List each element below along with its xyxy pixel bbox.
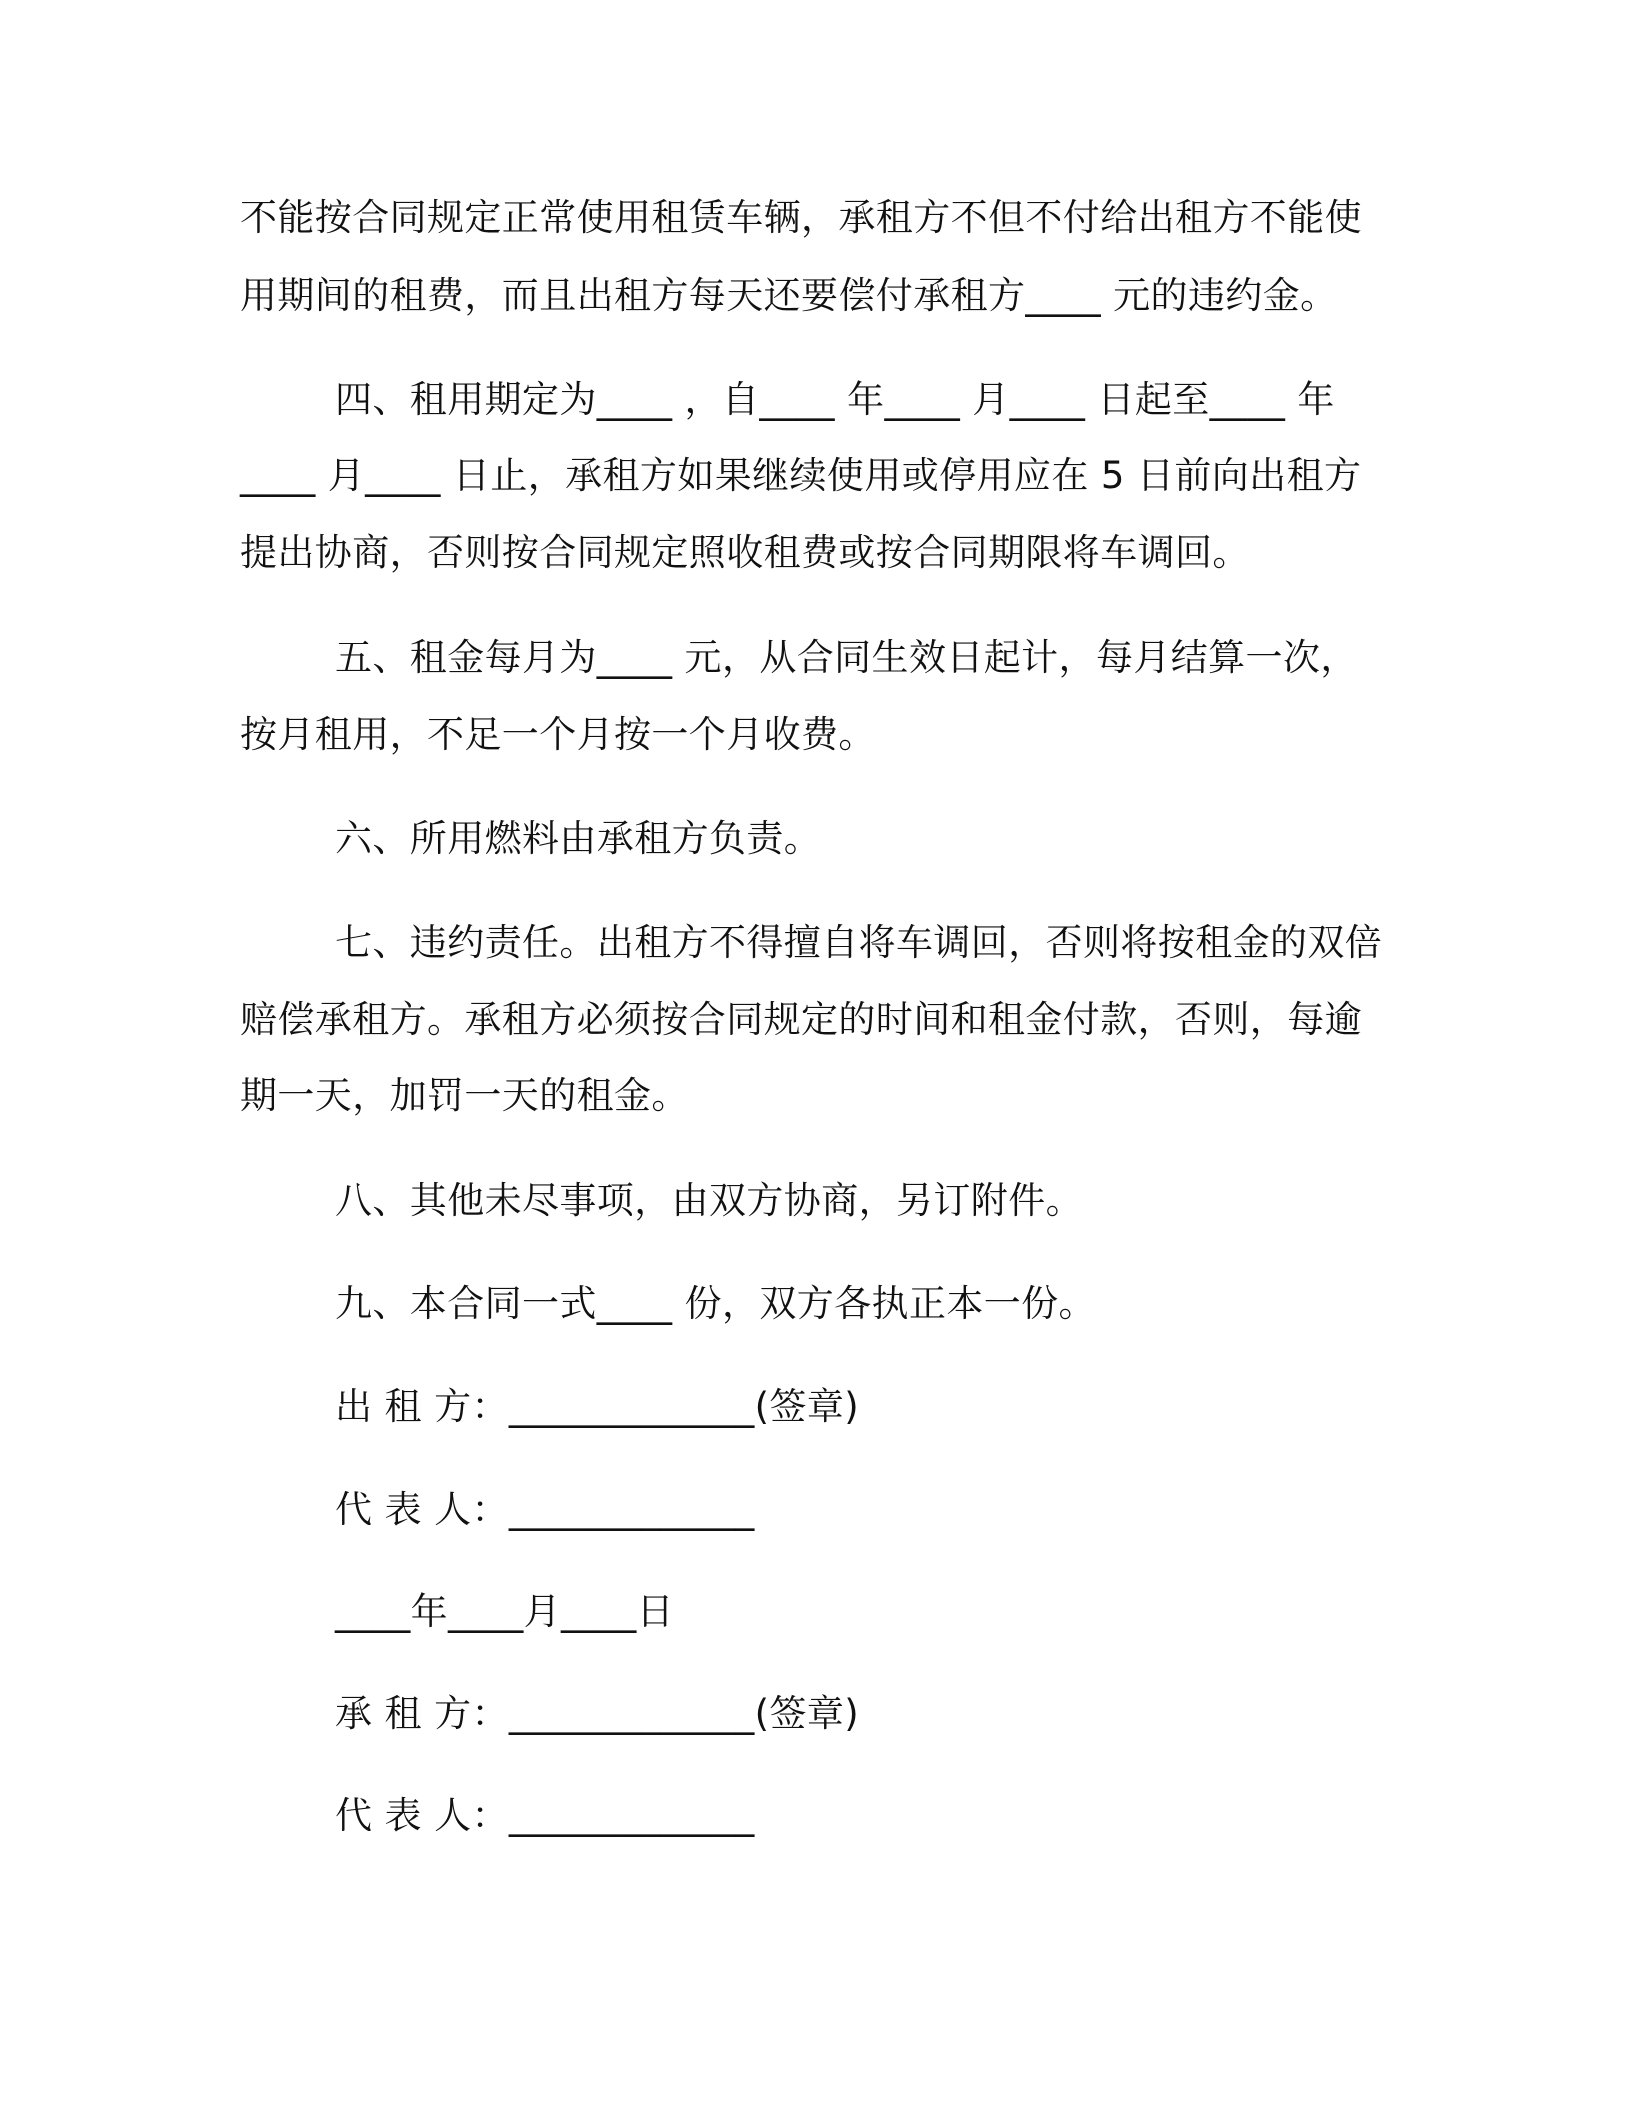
clause-8-line: 八、其他未尽事项，由双方协商，另订附件。 <box>335 1179 1083 1222</box>
text-line: 期一天，加罚一天的租金。 <box>240 1074 689 1117</box>
clause-7-line: 七、违约责任。出租方不得擅自将车调回，否则将按租金的双倍 <box>335 921 1383 964</box>
lessee-representative-line: 代 表 人：_____________ <box>335 1794 755 1837</box>
clause-6-line: 六、所用燃料由承租方负责。 <box>335 817 822 860</box>
lessor-signature-line: 出 租 方：_____________(签章) <box>335 1385 860 1428</box>
clause-9-line: 九、本合同一式____ 份，双方各执正本一份。 <box>335 1282 1096 1325</box>
text-line: 提出协商，否则按合同规定照收租费或按合同期限将车调回。 <box>240 531 1250 574</box>
lessee-signature-line: 承 租 方：_____________(签章) <box>335 1692 860 1735</box>
text-line: 赔偿承租方。承租方必须按合同规定的时间和租金付款，否则，每逾 <box>240 998 1362 1041</box>
lessor-representative-line: 代 表 人：_____________ <box>335 1488 755 1531</box>
clause-4-line: 四、租用期定为____ ，自____ 年____ 月____ 日起至____ 年 <box>335 378 1335 421</box>
text-line: 不能按合同规定正常使用租赁车辆，承租方不但不付给出租方不能使 <box>240 196 1362 239</box>
clause-5-line: 五、租金每月为____ 元，从合同生效日起计，每月结算一次， <box>335 636 1358 679</box>
text-line: 按月租用，不足一个月按一个月收费。 <box>240 713 876 756</box>
text-line: ____ 月____ 日止，承租方如果继续使用或停用应在 5 日前向出租方 <box>240 454 1362 497</box>
lessor-date-line: ____年____月____日 <box>335 1590 674 1633</box>
text-line: 用期间的租费，而且出租方每天还要偿付承租方____ 元的违约金。 <box>240 274 1338 317</box>
